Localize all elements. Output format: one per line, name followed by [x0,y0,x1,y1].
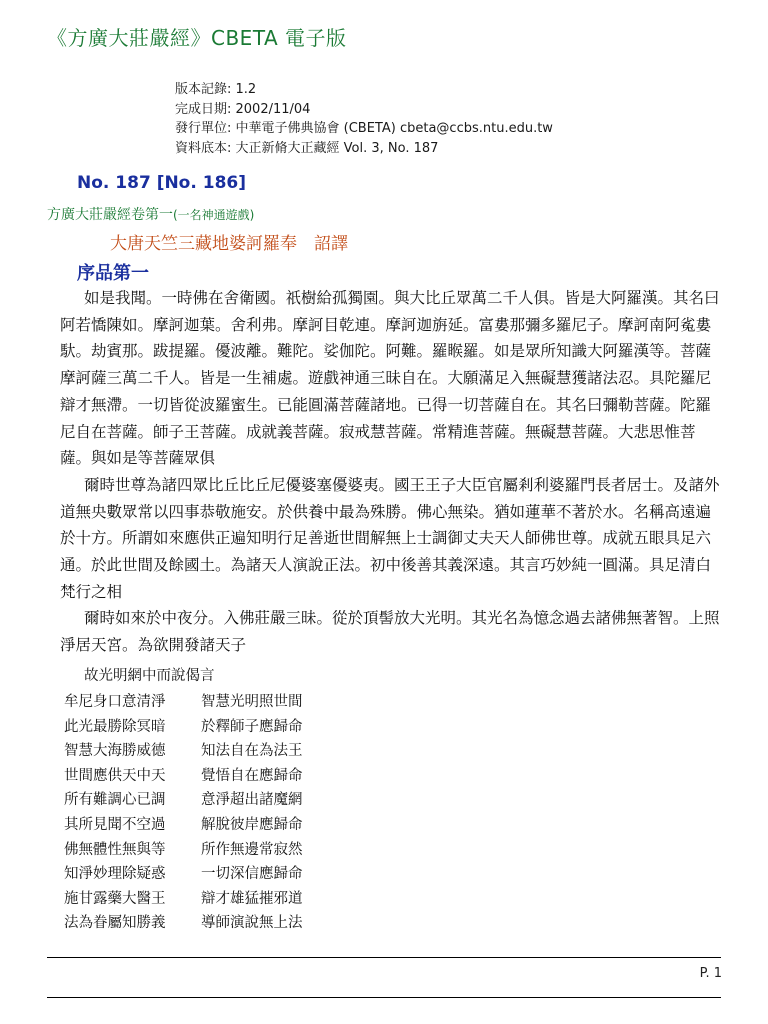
fascicle-heading [47,204,254,224]
verse-right: 覺悟自在應歸命 [201,767,303,784]
verse-left: 牟尼身口意清淨 [64,694,166,710]
translator-line: 大唐天竺三藏地婆訶羅奉 詔譯 [110,234,348,254]
completion-date: 完成日期: 2002/11/04 [175,101,311,117]
verse-line [64,690,303,715]
page-number: P. 1 [699,966,722,981]
verse-right: 一切深信應歸命 [201,866,303,883]
verse-left: 佛無體性無與等 [64,841,166,858]
verse-line [64,911,303,936]
verse-left: 施甘露藥大醫王 [64,890,166,907]
verse-introduction: 故光明網中而說偈言 [84,668,215,684]
paragraph: 如是我聞。一時佛在舍衛國。祇樹給孤獨園。與大比丘眾萬二千人俱。皆是大阿羅漢。其名曰阿若憍陳如。摩訶迦葉。舍利弗。摩訶目乾連。摩訶迦旃延。富婁那彌多羅尼子。摩訶南阿㝹婁馱。劫賓那。跋提羅。優波離。難陀。娑伽陀。阿難。羅睺羅。如是眾所知識大阿羅漢等。菩薩摩訶薩三萬二千人。皆是一生補處。遊戲神通三昧自在。大願滿足入無礙慧獲諸法忍。具陀羅尼辯才無滯。一切皆從波羅蜜生。已能圓滿菩薩諸地。已得一切菩薩自在。其名曰彌勒菩薩。陀羅尼自在菩薩。師子王菩薩。成就義菩薩。寂戒慧菩薩。常精進菩薩。無礙慧菩薩。大悲思惟菩薩。與如是等菩薩眾俱 [60,289,720,468]
publisher: 發行單位: 中華電子佛典協會 (CBETA) cbeta@ccbs.ntu.edu.tw [175,121,553,136]
verse-line [64,788,303,813]
version-info [175,80,553,158]
verse-right: 導師演說無上法 [201,915,303,932]
verse-line [64,862,303,887]
verse-left: 世間應供天中天 [64,767,166,784]
verse-line [64,813,303,838]
footer-divider-top [47,957,721,958]
verse-right: 智慧光明照世間 [201,694,303,710]
sutra-number: No. 187 [No. 186] [77,173,246,193]
verse-line [64,838,303,863]
fascicle-title: 方廣大莊嚴經卷第一 [47,207,173,223]
verse-right: 知法自在為法王 [201,743,303,760]
verse-left: 智慧大海勝威德 [64,743,166,760]
document-title: 《方廣大莊嚴經》CBETA 電子版 [47,26,347,50]
verse-line [64,739,303,764]
verse-line [64,764,303,789]
source-text: 資料底本: 大正新脩大正藏經 Vol. 3, No. 187 [175,140,439,156]
paragraph: 爾時世尊為諸四眾比丘比丘尼優婆塞優婆夷。國王王子大臣官屬剎利婆羅門長者居士。及諸外道無央數眾常以四事恭敬施安。於供養中最為殊勝。佛心無染。猶如蓮華不著於水。名稱高遠遍於十方。所謂如來應供正遍知明行足善逝世間解無上士調御丈夫天人師佛世尊。成就五眼具足六通。於此世間及餘國土。為諸天人演說正法。初中後善其義深遠。其言巧妙純一圓滿。具足清白梵行之相 [60,475,720,601]
verse-left: 其所見聞不空過 [64,816,166,833]
fascicle-note: (一名神通遊戲) [173,208,255,222]
verse-left: 法為眷屬知勝義 [64,915,166,932]
verse-left: 此光最勝除冥暗 [64,718,166,735]
verse-left: 知淨妙理除疑惑 [64,866,166,883]
chapter-heading: 序品第一 [77,263,149,284]
footer-divider-bottom [47,997,721,998]
main-text [60,285,720,659]
verse-line [64,887,303,912]
paragraph: 爾時如來於中夜分。入佛莊嚴三昧。從於頂髻放大光明。其光名為憶念過去諸佛無著智。上照淨居天宮。為欲開發諸天子 [60,609,720,655]
verse-block [64,690,303,936]
verse-right: 解脫彼岸應歸命 [201,816,303,833]
verse-line [64,715,303,740]
verse-right: 辯才雄猛摧邪道 [201,890,303,907]
verse-right: 所作無邊常寂然 [201,841,303,858]
verse-left: 所有難調心已調 [64,792,166,809]
verse-right: 於釋師子應歸命 [201,718,303,735]
version-record: 版本記錄: 1.2 [175,82,257,97]
verse-right: 意淨超出諸魔網 [201,792,303,809]
